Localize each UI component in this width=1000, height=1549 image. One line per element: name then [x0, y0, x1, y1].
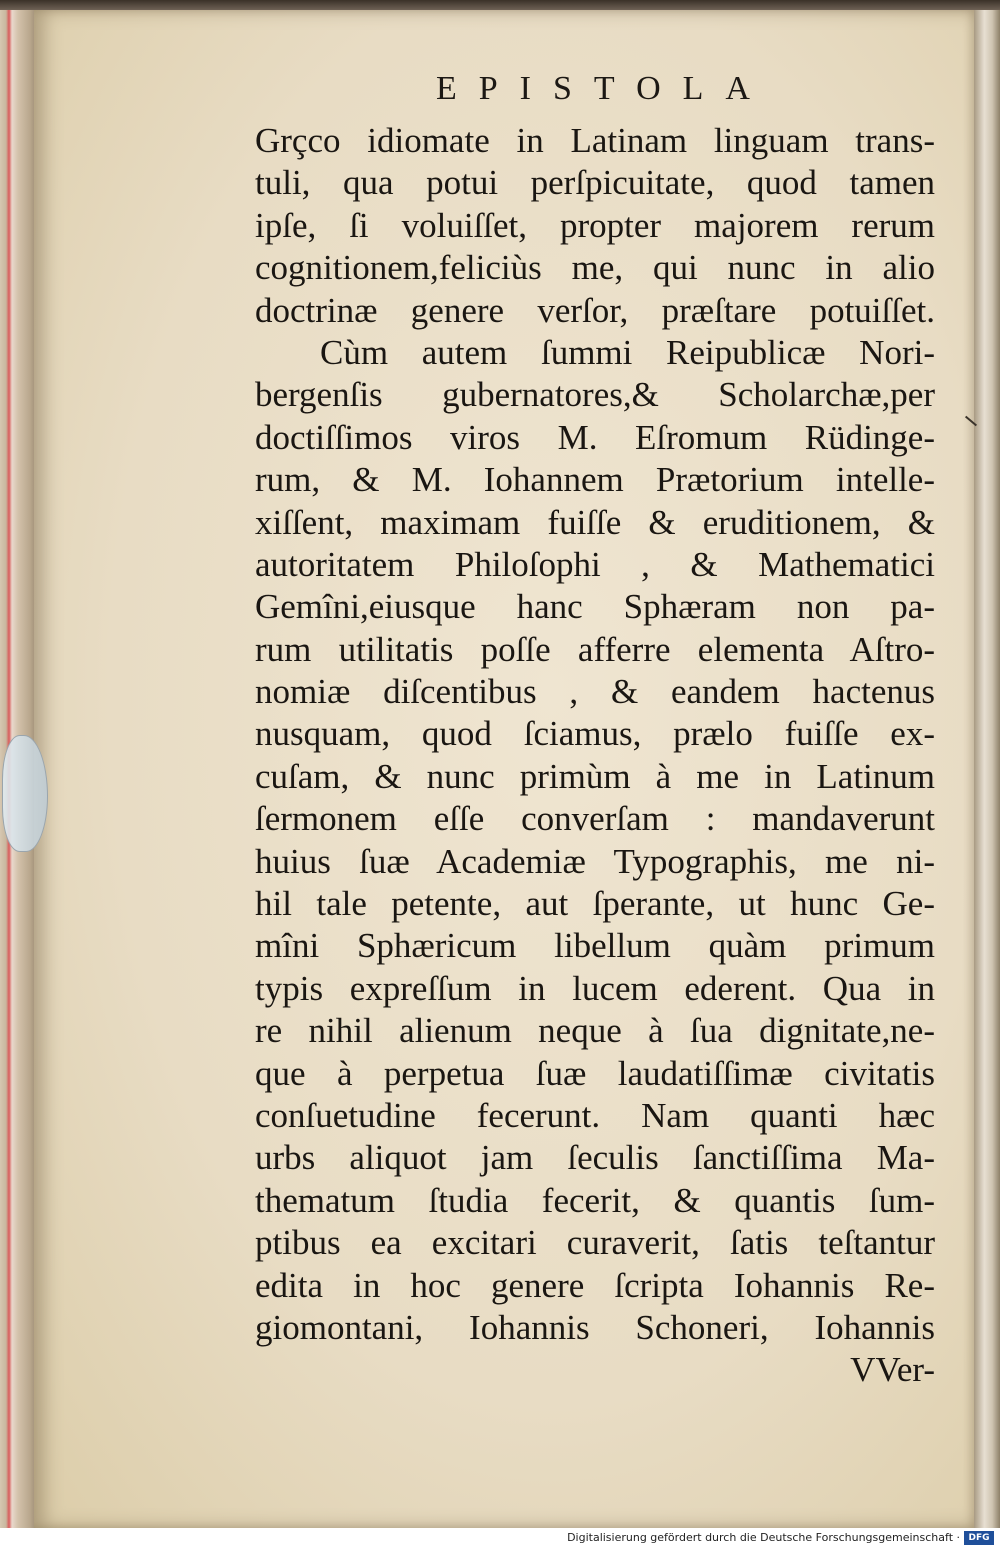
text-line: giomontani, Iohannis Schoneri, Iohannis — [255, 1307, 935, 1347]
text-line: re nihil alienum neque à ſua dignitate,ne- — [255, 1011, 935, 1051]
text-line: conſuetudine fecerunt. Nam quanti hæc — [255, 1095, 935, 1135]
text-line: autoritatem Philoſophi , & Mathematici — [255, 544, 935, 584]
text-line: doctrinæ genere verſor, præſtare potuiſſet. — [255, 290, 935, 330]
catchword: VVer- — [850, 1350, 935, 1390]
dfg-logo[interactable]: DFG — [964, 1531, 994, 1545]
body-text — [255, 120, 935, 1392]
text-line: typis expreſſum in lucem ederent. Qua in — [255, 968, 935, 1008]
text-line: nomiæ diſcentibus , & eandem hactenus — [255, 672, 935, 712]
text-line: rum utilitatis poſſe afferre elementa Aſtro- — [255, 629, 935, 669]
running-header: EPISTOLA — [436, 70, 772, 107]
text-line: cognitionem,feliciùs me, qui nunc in alio — [255, 248, 935, 288]
text-line: huius ſuæ Academiæ Typographis, me ni- — [255, 841, 935, 881]
text-line: Gemîni,eiusque hanc Sphæram non pa- — [255, 587, 935, 627]
text-line: bergenſis gubernatores,& Scholarchæ,per — [255, 375, 935, 415]
text-line: ipſe, ſi voluiſſet, propter majorem rerum — [255, 205, 935, 245]
text-line: doctiſſimos viros M. Eſromum Rüdinge- — [255, 417, 935, 457]
text-line: que à perpetua ſuæ laudatiſſimæ civitatis — [255, 1053, 935, 1093]
text-line: hil tale petente, aut ſperante, ut hunc Ge- — [255, 884, 935, 924]
text-line: nusquam, quod ſciamus, prælo fuiſſe ex- — [255, 714, 935, 754]
text-line: mîni Sphæricum libellum quàm primum — [255, 926, 935, 966]
text-line: thematum ſtudia fecerit, & quantis ſum- — [255, 1180, 935, 1220]
text-line: xiſſent, maximam fuiſſe & eruditionem, & — [255, 502, 935, 542]
text-line: Cùm autem ſummi Reipublicæ Nori- — [320, 332, 935, 372]
page-clip — [2, 735, 48, 852]
footer-bar — [0, 1528, 1000, 1549]
text-line: tuli, qua potui perſpicuitate, quod tamen — [255, 163, 935, 203]
text-line: Grçco idiomate in Latinam linguam trans- — [255, 121, 935, 160]
text-line: edita in hoc genere ſcripta Iohannis Re- — [255, 1265, 935, 1305]
page-right-edge — [974, 10, 1000, 1528]
footer-credit: Digitalisierung gefördert durch die Deutsche Forschungsgemeinschaft · — [567, 1531, 960, 1544]
text-line: rum, & M. Iohannem Prætorium intelle- — [255, 460, 935, 500]
text-line: ſermonem eſſe converſam : mandaverunt — [255, 799, 935, 839]
text-line: urbs aliquot jam ſeculis ſanctiſſima Ma- — [255, 1138, 935, 1178]
text-line: cuſam, & nunc primùm à me in Latinum — [255, 756, 935, 796]
text-line: ptibus ea excitari curaverit, ſatis teſtantur — [255, 1223, 935, 1263]
